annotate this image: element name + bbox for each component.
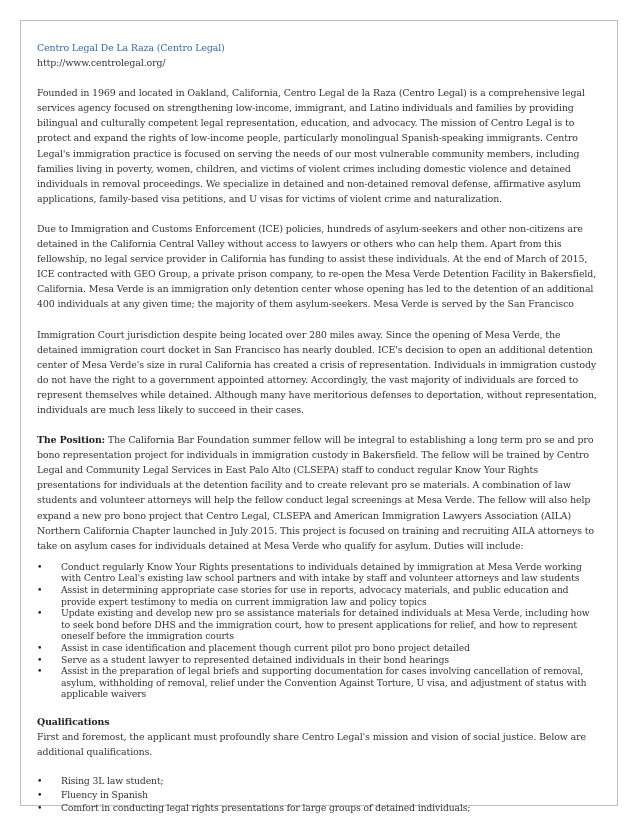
position-text: The California Bar Foundation summer fellow will be integral to establishing a long term pro se and pro bono representation project for individuals in immigration custody in Bakersfield. The fellow will be trained by Centro Legal and Community Legal Services in East Palo Alto (CLSEPA) staff to conduct regular Know Your Rights presentations for individuals at the detention facility and to create relevant pro se materials. A combination of law students and volunteer attorneys will help the fellow conduct legal screenings at Mesa Verde. The fellow will also help expand a new pro bono project that Centro Legal, CLSEPA and American Immigration Lawyers Association (AILA) Northern California Chapter launched in July 2015. This project is focused on training and recruiting AILA attorneys to take on asylum cases for individuals detained at Mesa Verde who qualify for asylum. Duties will include: [37,435,594,552]
bullet-icon: • [37,803,43,815]
document-page [20,20,618,815]
duties-list [37,562,601,701]
intro-paragraph: Founded in 1969 and located in Oakland, California, Centro Legal de la Raza (Centro Legal) is a comprehensive legal services agency focused on strengthening low-income, immigrant, and Latino individuals and families by providing bilingual and culturally competent legal representation, education, and advocacy. The mission of Centro Legal is to protect and expand the rights of low-income people, particularly monolingual Spanish-speaking immigrants. Centro Legal's immigration practice is focused on serving the needs of our most vulnerable community members, including families living in poverty, women, children, and victims of violent crimes including domestic violence and detained individuals in removal proceedings. We specialize in detained and non-detained removal defense, affirmative asylum applications, family-based visa petitions, and U visas for victims of violent crime and naturalization. [37,88,585,205]
representation-paragraph: Immigration Court jurisdiction despite being located over 280 miles away. Since the opening of Mesa Verde, the detained immigration court docket in San Francisco has nearly doubled. ICE's decision to open an additional detention center of Mesa Verde's size in rural California has created a crisis of representation. Individuals in immigration custody do not have the right to a government appointed attorney. Accordingly, the vast majority of individuals are forced to represent themselves while detained. Although many have meritorious defenses to deportation, without representation, individuals are much less likely to succeed in their cases. [37,329,597,416]
list-item: • Update existing and develop new pro se assistance materials for detained individuals at Mesa Verde, including how to seek bond before DHS and the immigration court, how to present applications for relief, and how to represent oneself before the immigration courts [37,608,590,643]
list-item: • Assist in the preparation of legal briefs and supporting documentation for cases involving cancellation of removal, asylum, withholding of removal, relief under the Convention Against Torture, U visa, and adjustment of status with applicable waivers [37,666,587,701]
bullet-icon: • [37,666,43,678]
qualifications-intro: First and foremost, the applicant must profoundly share Centro Legal's mission and vision of social justice. Below are additional qualifications. [37,732,586,759]
list-item: • Rising 3L law student; [37,776,164,788]
list-item: • Serve as a student lawyer to represented detained individuals in their bond hearings [37,654,449,666]
bullet-icon: • [37,776,43,788]
qualifications-heading: Qualifications [37,716,110,728]
bullet-icon: • [37,608,43,620]
bullet-icon: • [37,561,43,573]
bullet-icon: • [37,642,43,654]
qualifications-list [37,775,601,815]
list-item: • Fluency in Spanish [37,789,148,801]
bullet-icon: • [37,654,43,666]
list-item: • Assist in case identification and placement though current pilot pro bono project detailed [37,642,470,654]
position-label: The Position: [37,435,106,447]
position-paragraph [37,433,601,554]
list-item: • Comfort in conducting legal rights presentations for large groups of detained individuals; [37,803,471,815]
bullet-icon: • [37,585,43,596]
organization-name: Centro Legal De La Raza (Centro Legal) [37,43,225,54]
detention-paragraph: Due to Immigration and Customs Enforcement (ICE) policies, hundreds of asylum-seekers and other non-citizens are detained in the California Central Valley without access to lawyers or others who can help them. Apart from this fellowship, no legal service provider in California has funding to assist these individuals. At the end of March of 2015, ICE contracted with GEO Group, a private prison company, to re-open the Mesa Verde Detention Facility in Bakersfield, California. Mesa Verde is an immigration only detention center whose opening has led to the detention of an additional 400 individuals at any given time; the majority of them asylum-seekers. Mesa Verde is served by the San Francisco [37,223,597,311]
document-content [37,41,601,815]
list-item: • Conduct regularly Know Your Rights presentations to individuals detained by immigration at Mesa Verde working with Centro Leal's existing law school partners and with intake by staff and volunteer attorneys and law students [37,561,582,585]
bullet-icon: • [37,789,43,801]
organization-url[interactable]: http://www.centrolegal.org/ [37,58,166,70]
list-item: • Assist in determining appropriate case stories for use in reports, advocacy materials, and public education and provide expert testimony to media on current immigration law and policy topics [37,585,569,608]
